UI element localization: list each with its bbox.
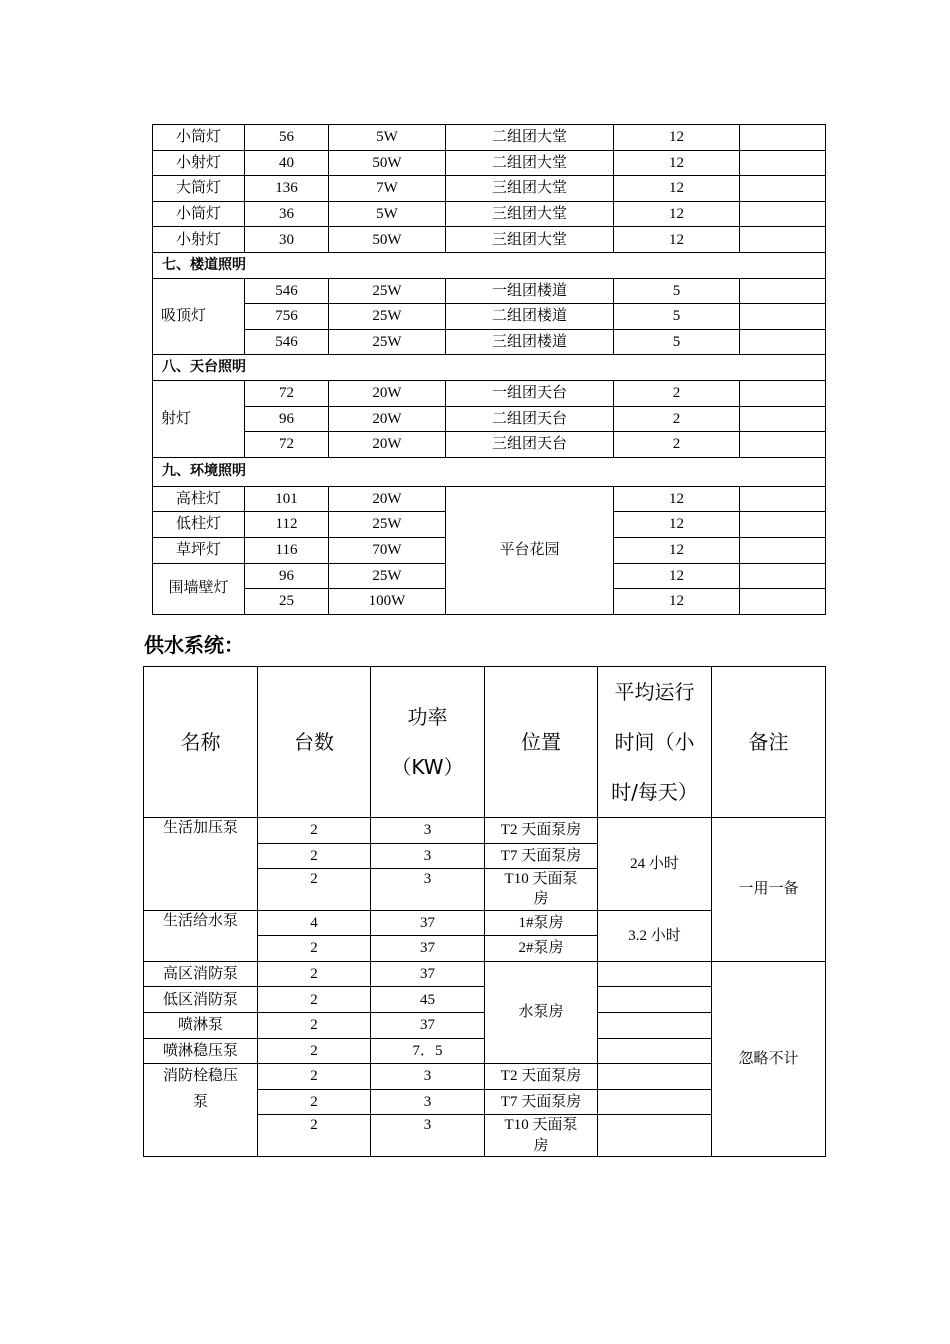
lamp-power: 50W xyxy=(329,227,446,253)
lamp-location: 一组团楼道 xyxy=(446,278,614,304)
lamp-hours: 12 xyxy=(614,589,740,615)
pump-hours xyxy=(598,1089,712,1115)
lamp-hours: 12 xyxy=(614,227,740,253)
pump-location: 水泵房 xyxy=(485,961,598,1063)
lamp-note xyxy=(740,304,826,330)
header-hours-line3: 时/每天） xyxy=(611,780,698,804)
pump-location: T2 天面泵房 xyxy=(485,818,598,844)
pump-count: 2 xyxy=(258,987,371,1013)
lamp-power: 25W xyxy=(329,304,446,330)
table-row xyxy=(144,818,826,844)
lamp-name: 小筒灯 xyxy=(153,201,245,227)
lamp-hours: 2 xyxy=(614,432,740,458)
lamp-name: 围墙壁灯 xyxy=(153,563,245,614)
pump-hours: 3.2 小时 xyxy=(598,910,712,961)
pump-count: 2 xyxy=(258,869,371,911)
pump-hours xyxy=(598,961,712,987)
lamp-count: 546 xyxy=(245,329,329,355)
pump-hours xyxy=(598,1115,712,1157)
pump-location: T7 天面泵房 xyxy=(485,843,598,869)
lamp-name: 低柱灯 xyxy=(153,512,245,538)
header-power-line1: 功率 xyxy=(407,705,448,729)
header-hours xyxy=(598,667,712,818)
lamp-power: 25W xyxy=(329,563,446,589)
pump-location: T2 天面泵房 xyxy=(485,1064,598,1090)
pump-count: 4 xyxy=(258,910,371,936)
pump-power: 3 xyxy=(371,818,485,844)
lamp-note xyxy=(740,201,826,227)
lamp-power: 50W xyxy=(329,150,446,176)
header-name: 名称 xyxy=(144,667,258,818)
pump-count: 2 xyxy=(258,1064,371,1090)
table-row xyxy=(153,201,826,227)
lamp-note xyxy=(740,125,826,151)
lamp-name: 射灯 xyxy=(153,380,245,457)
header-location: 位置 xyxy=(485,667,598,818)
lamp-count: 96 xyxy=(245,406,329,432)
lamp-note xyxy=(740,329,826,355)
lamp-power: 25W xyxy=(329,512,446,538)
lamp-count: 72 xyxy=(245,380,329,406)
lamp-note xyxy=(740,150,826,176)
lamp-count: 756 xyxy=(245,304,329,330)
lamp-note xyxy=(740,406,826,432)
header-power-line2: （KW） xyxy=(391,755,464,779)
lamp-count: 36 xyxy=(245,201,329,227)
lamp-name: 草坪灯 xyxy=(153,537,245,563)
header-power xyxy=(371,667,485,818)
lamp-hours: 2 xyxy=(614,406,740,432)
lamp-hours: 12 xyxy=(614,486,740,512)
table-row xyxy=(153,176,826,202)
lamp-name: 大筒灯 xyxy=(153,176,245,202)
lamp-hours: 5 xyxy=(614,278,740,304)
lamp-count: 116 xyxy=(245,537,329,563)
lamp-name: 小筒灯 xyxy=(153,125,245,151)
pump-power: 37 xyxy=(371,1013,485,1039)
pump-count: 2 xyxy=(258,961,371,987)
pump-count: 2 xyxy=(258,1038,371,1064)
water-supply-table xyxy=(143,666,826,1157)
lamp-name: 小射灯 xyxy=(153,150,245,176)
header-note: 备注 xyxy=(712,667,826,818)
lamp-location: 一组团天台 xyxy=(446,380,614,406)
lamp-hours: 12 xyxy=(614,125,740,151)
header-count: 台数 xyxy=(258,667,371,818)
lamp-power: 25W xyxy=(329,329,446,355)
lamp-power: 20W xyxy=(329,486,446,512)
table-row xyxy=(153,150,826,176)
lamp-location: 二组团楼道 xyxy=(446,304,614,330)
header-hours-line2: 时间（小 xyxy=(614,730,695,754)
lamp-power: 20W xyxy=(329,432,446,458)
pump-power: 45 xyxy=(371,987,485,1013)
pump-name-line2: 泵 xyxy=(192,1093,208,1110)
lamp-name: 吸顶灯 xyxy=(153,278,245,355)
lamp-power: 70W xyxy=(329,537,446,563)
pump-power: 3 xyxy=(371,1089,485,1115)
lamp-count: 101 xyxy=(245,486,329,512)
lamp-power: 7W xyxy=(329,176,446,202)
lighting-table xyxy=(152,124,826,615)
lamp-name: 高柱灯 xyxy=(153,486,245,512)
section-row xyxy=(153,355,826,381)
lamp-note xyxy=(740,176,826,202)
pump-location-line1: T10 天面泵 xyxy=(504,1117,578,1134)
pump-power: 37 xyxy=(371,961,485,987)
lamp-count: 546 xyxy=(245,278,329,304)
lamp-location: 三组团天台 xyxy=(446,432,614,458)
lamp-power: 5W xyxy=(329,201,446,227)
pump-power: 7．5 xyxy=(371,1038,485,1064)
lamp-note xyxy=(740,432,826,458)
table-row xyxy=(153,329,826,355)
lamp-count: 40 xyxy=(245,150,329,176)
section-title: 九、环境照明 xyxy=(153,457,826,486)
header-hours-line1: 平均运行 xyxy=(614,680,695,704)
table-row xyxy=(153,432,826,458)
lamp-location: 平台花园 xyxy=(446,486,614,614)
table-row xyxy=(153,486,826,512)
pump-location: 1#泵房 xyxy=(485,910,598,936)
pump-count: 2 xyxy=(258,843,371,869)
lamp-location: 三组团大堂 xyxy=(446,176,614,202)
section-title: 八、天台照明 xyxy=(153,355,826,381)
pump-name: 喷淋泵 xyxy=(144,1013,258,1039)
pump-note: 一用一备 xyxy=(712,818,826,962)
lamp-power: 5W xyxy=(329,125,446,151)
table-row xyxy=(153,278,826,304)
pump-location-line2: 房 xyxy=(533,891,549,908)
lamp-hours: 12 xyxy=(614,563,740,589)
lamp-note xyxy=(740,380,826,406)
pump-power: 3 xyxy=(371,869,485,911)
lamp-hours: 2 xyxy=(614,380,740,406)
table-row xyxy=(153,380,826,406)
pump-hours: 24 小时 xyxy=(598,818,712,911)
lamp-location: 二组团大堂 xyxy=(446,125,614,151)
lamp-location: 三组团楼道 xyxy=(446,329,614,355)
section-title: 七、楼道照明 xyxy=(153,252,826,278)
lamp-note xyxy=(740,537,826,563)
pump-location xyxy=(485,869,598,911)
pump-power: 37 xyxy=(371,910,485,936)
pump-location xyxy=(485,1115,598,1157)
lamp-count: 112 xyxy=(245,512,329,538)
lamp-hours: 12 xyxy=(614,176,740,202)
lamp-count: 30 xyxy=(245,227,329,253)
pump-hours xyxy=(598,1038,712,1064)
pump-name xyxy=(144,1064,258,1157)
lamp-hours: 12 xyxy=(614,150,740,176)
pump-count: 2 xyxy=(258,1115,371,1157)
lamp-power: 20W xyxy=(329,380,446,406)
lamp-note xyxy=(740,512,826,538)
pump-power: 3 xyxy=(371,1115,485,1157)
table-row xyxy=(153,304,826,330)
lamp-hours: 5 xyxy=(614,329,740,355)
pump-location: T7 天面泵房 xyxy=(485,1089,598,1115)
section-row xyxy=(153,457,826,486)
lamp-power: 25W xyxy=(329,278,446,304)
pump-note: 忽略不计 xyxy=(712,961,826,1156)
lamp-name: 小射灯 xyxy=(153,227,245,253)
lamp-hours: 12 xyxy=(614,512,740,538)
pump-name: 低区消防泵 xyxy=(144,987,258,1013)
lamp-count: 96 xyxy=(245,563,329,589)
pump-power: 37 xyxy=(371,936,485,962)
pump-power: 3 xyxy=(371,843,485,869)
pump-count: 2 xyxy=(258,936,371,962)
lamp-power: 100W xyxy=(329,589,446,615)
lamp-note xyxy=(740,589,826,615)
pump-hours xyxy=(598,1013,712,1039)
lamp-count: 72 xyxy=(245,432,329,458)
table-row xyxy=(153,406,826,432)
pump-name: 高区消防泵 xyxy=(144,961,258,987)
table-row xyxy=(153,227,826,253)
lamp-location: 二组团大堂 xyxy=(446,150,614,176)
lamp-note xyxy=(740,486,826,512)
lamp-hours: 5 xyxy=(614,304,740,330)
pump-name-line1: 消防栓稳压 xyxy=(162,1068,238,1085)
lamp-hours: 12 xyxy=(614,537,740,563)
lamp-note xyxy=(740,563,826,589)
pump-location-line2: 房 xyxy=(533,1137,549,1154)
pump-name: 生活加压泵 xyxy=(144,818,258,911)
pump-location: 2#泵房 xyxy=(485,936,598,962)
table-row xyxy=(153,125,826,151)
section-row xyxy=(153,252,826,278)
lamp-location: 二组团天台 xyxy=(446,406,614,432)
pump-hours xyxy=(598,987,712,1013)
lamp-location: 三组团大堂 xyxy=(446,227,614,253)
lamp-count: 136 xyxy=(245,176,329,202)
pump-count: 2 xyxy=(258,1013,371,1039)
water-supply-heading: 供水系统： xyxy=(144,633,244,657)
pump-name: 喷淋稳压泵 xyxy=(144,1038,258,1064)
pump-name: 生活给水泵 xyxy=(144,910,258,961)
lamp-hours: 12 xyxy=(614,201,740,227)
lamp-note xyxy=(740,278,826,304)
pump-count: 2 xyxy=(258,1089,371,1115)
lamp-location: 三组团大堂 xyxy=(446,201,614,227)
lamp-count: 25 xyxy=(245,589,329,615)
pump-location-line1: T10 天面泵 xyxy=(504,871,578,888)
pump-hours xyxy=(598,1064,712,1090)
table-row xyxy=(144,961,826,987)
header-row xyxy=(144,667,826,818)
pump-count: 2 xyxy=(258,818,371,844)
lamp-count: 56 xyxy=(245,125,329,151)
lamp-power: 20W xyxy=(329,406,446,432)
lamp-note xyxy=(740,227,826,253)
pump-power: 3 xyxy=(371,1064,485,1090)
